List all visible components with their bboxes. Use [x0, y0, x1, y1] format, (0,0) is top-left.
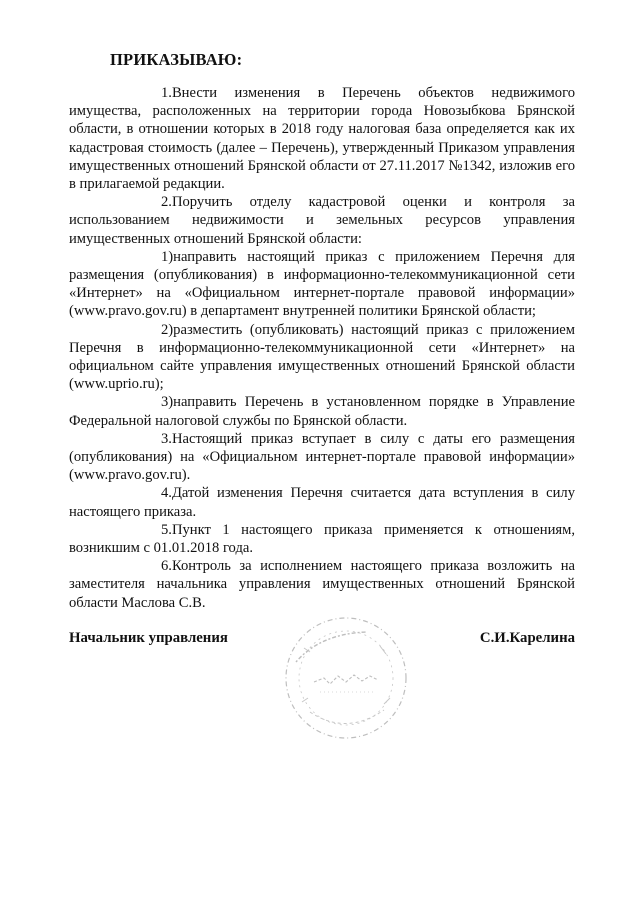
paragraph-text: направить настоящий приказ с приложением Перечня для размещения (опубликования) в информационно-телекоммуникационной сети «Интернет» на «Официальном интернет-портале правовой информации» (www.pravo.gov.ru) в департамент внутренней политики Брянской области; [69, 248, 575, 320]
paragraph-number: 3) [161, 394, 174, 411]
paragraph-5 [69, 521, 575, 557]
document-body [69, 84, 575, 612]
paragraph-1 [69, 84, 575, 193]
paragraph-number: 6. [161, 558, 172, 575]
paragraph-text: Настоящий приказ вступает в силу с даты его размещения (опубликования) на «Официальном интернет-портале правовой информации» (www.pravo.gov.ru). [69, 430, 575, 484]
paragraph-2 [69, 193, 575, 248]
paragraph-text: направить Перечень в установленном порядке в Управление Федеральной налоговой службы по Брянской области. [69, 394, 575, 429]
paragraph-number: 1. [161, 85, 172, 101]
paragraph-number: 3. [161, 430, 172, 447]
subparagraph-2 [69, 321, 575, 394]
signatory-name: С.И.Карелина [479, 630, 575, 646]
signatory-title: Начальник управления [69, 630, 228, 646]
paragraph-text: Внести изменения в Перечень объектов недвижимого имущества, расположенных на территории города Новозыбкова Брянской области, в отношении которых в 2018 году налоговая база определяется как их кадастровая стоимость (далее – Перечень), утвержденный Приказом управления имущественных отношений Брянской области от 27.11.2017 №1342, изложив его в прилагаемой редакции. [69, 85, 575, 193]
document-heading: ПРИКАЗЫВАЮ: [110, 50, 243, 69]
subparagraph-1 [69, 248, 575, 321]
paragraph-text: разместить (опубликовать) настоящий приказ с приложением Перечня в информационно-телекоммуникационной сети «Интернет» на официальном сайте управления имущественных отношений Брянской области (www.uprio.ru); [69, 321, 575, 393]
subparagraph-3 [69, 393, 575, 429]
paragraph-number: 1) [161, 248, 174, 265]
paragraph-3 [69, 430, 575, 485]
paragraph-number: 5. [161, 521, 172, 538]
paragraph-number: 2) [161, 321, 174, 338]
paragraph-text: Датой изменения Перечня считается дата вступления в силу настоящего приказа. [69, 485, 575, 520]
paragraph-number: 2. [161, 194, 172, 211]
paragraph-4 [69, 484, 575, 520]
paragraph-text: Поручить отделу кадастровой оценки и контроля за использованием недвижимости и земельных ресурсов управления имущественных отношений Брянской области: [69, 194, 575, 247]
paragraph-number: 4. [161, 485, 172, 502]
paragraph-text: Пункт 1 настоящего приказа применяется к отношениям, возникшим с 01.01.2018 года. [69, 521, 575, 557]
paragraph-6 [69, 557, 575, 612]
paragraph-text: Контроль за исполнением настоящего приказа возложить на заместителя начальника управления имущественных отношений Брянской области Маслова С.В. [69, 558, 575, 611]
official-stamp-icon [280, 612, 412, 744]
